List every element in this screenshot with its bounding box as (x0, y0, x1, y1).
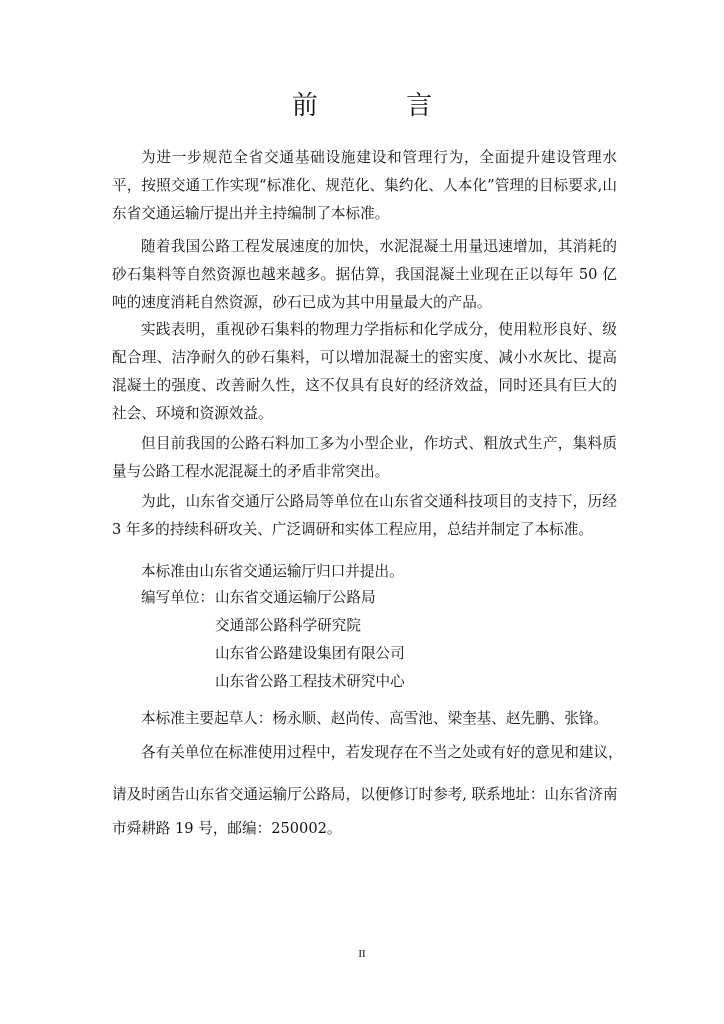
proposal-line: 本标准由山东省交通运输厅归口并提出。 (141, 563, 404, 580)
paragraph-3: 实践表明，重视砂石集料的物理力学指标和化学成分，使用粒形良好、级配合理、洁净耐久的砂石集料，可以增加混凝土的密实度、减小水灰比、提高混凝土的强度、改善耐久性，这不仅具有良好的经济效益，同时还具有巨大的社会、环境和资源效益。 (112, 321, 617, 422)
compiler-unit: 山东省公路建设集团有限公司 (215, 645, 405, 662)
paragraph-4: 但目前我国的公路石料加工多为小型企业，作坊式、粗放式生产，集料质量与公路工程水泥混凝土的矛盾非常突出。 (112, 435, 617, 480)
drafters-line: 本标准主要起草人：杨永顺、赵尚传、高雪池、梁奎基、赵先鹏、张锋。 (141, 710, 609, 727)
paragraph-5: 为此，山东省交通厅公路局等单位在山东省交通科技项目的支持下，历经 3 年多的持续科研攻关、广泛调研和实体工程应用，总结并制定了本标准。 (112, 493, 617, 538)
paragraph-1: 为进一步规范全省交通基础设施建设和管理行为，全面提升建设管理水平，按照交通工作实现“标准化、规范化、集约化、人本化”管理的目标要求,山东省交通运输厅提出并主持编制了本标准。 (112, 149, 617, 222)
feedback-line-1: 各有关单位在标准使用过程中，若发现存在不当之处或有好的意见和建议， (141, 744, 623, 761)
feedback-line-2: 请及时函告山东省交通运输厅公路局，以便修订时参考, 联系地址：山东省济南 (112, 786, 618, 803)
page-title: 前 言 (291, 91, 473, 121)
feedback-line-3: 市舜耕路 19 号，邮编：250002。 (112, 820, 342, 837)
page-number: II (358, 948, 366, 960)
compilers-label: 编写单位： (141, 589, 214, 606)
compiler-unit: 交通部公路科学研究院 (215, 617, 361, 634)
compiler-unit: 山东省公路工程技术研究中心 (215, 673, 405, 690)
compiler-unit: 山东省交通运输厅公路局 (215, 589, 376, 606)
paragraph-2: 随着我国公路工程发展速度的加快，水泥混凝土用量迅速增加，其消耗的砂石集料等自然资源也越来越多。据估算，我国混凝土业现在正以每年 50 亿吨的速度消耗自然资源，砂石已成为其中用量最大的产品。 (112, 238, 617, 311)
